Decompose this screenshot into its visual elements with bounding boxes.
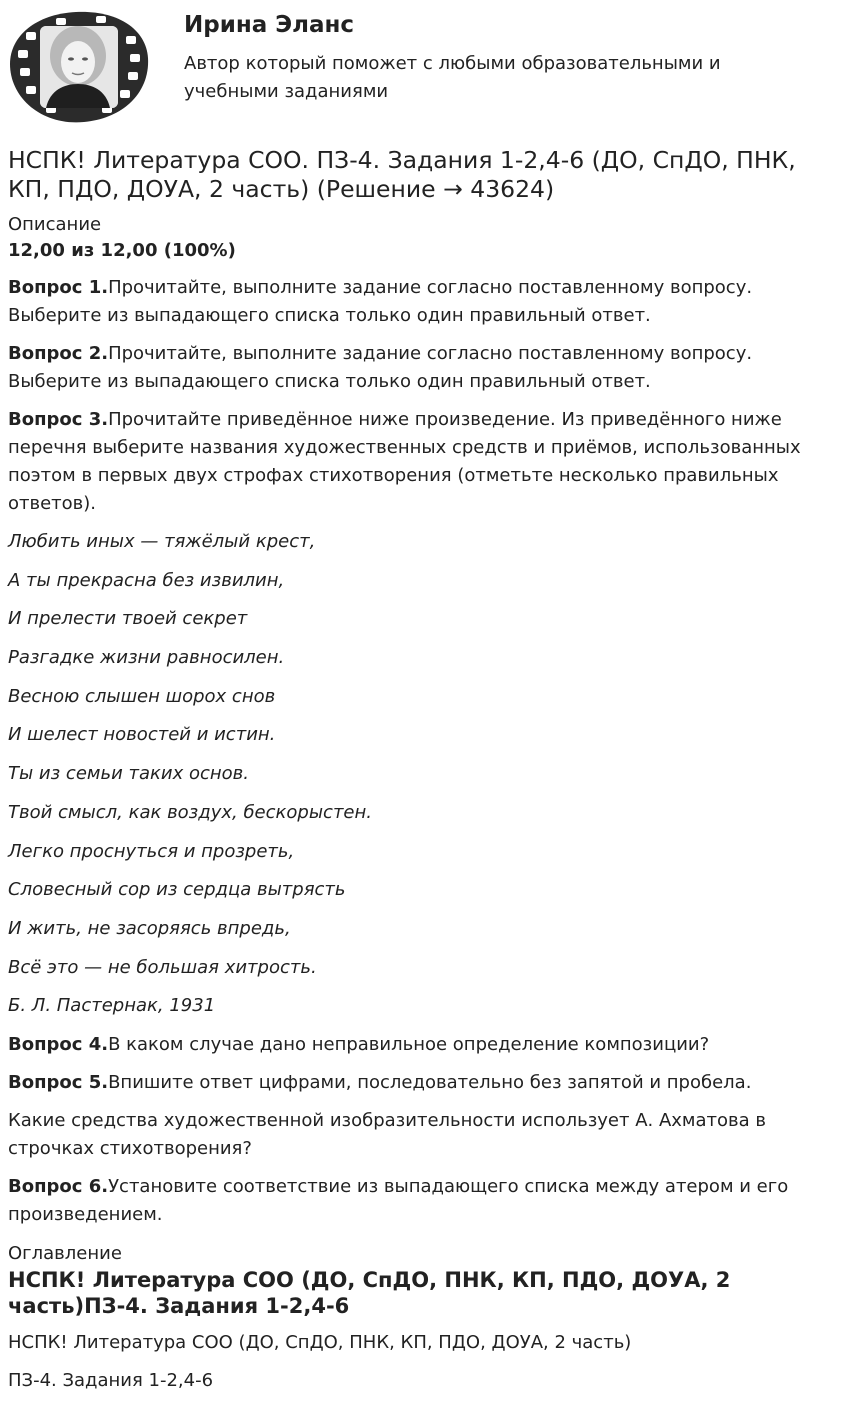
toc-title: НСПК! Литература СОО (ДО, СпДО, ПНК, КП, ПДО, ДОУА, 2 часть)ПЗ-4. Задания 1-2,4-6 bbox=[8, 1267, 731, 1318]
question-label: Вопрос 6. bbox=[8, 1175, 109, 1197]
poem-line: Любить иных — тяжёлый крест, bbox=[8, 531, 316, 552]
question-3 bbox=[8, 406, 840, 518]
toc-item: ПЗ-4. Задания 1-2,4-6 bbox=[8, 1369, 214, 1391]
question-text: Прочитайте, выполните задание согласно поставленному вопросу. Выберите из выпадающего списка только один правильный ответ. bbox=[8, 277, 753, 326]
poem-line: Разгадке жизни равносилен. bbox=[8, 647, 285, 669]
question-text: Установите соответствие из выпадающего списка между атером и его произведением. bbox=[8, 1175, 789, 1225]
document-title: НСПК! Литература СОО. ПЗ-4. Задания 1-2,4-6 (ДО, СпДО, ПНК, КП, ПДО, ДОУА, 2 часть) (Решение → 43624) bbox=[8, 146, 796, 203]
description-label: Описание bbox=[8, 214, 102, 235]
toc-item: НСПК! Литература СОО (ДО, СпДО, ПНК, КП, ПДО, ДОУА, 2 часть) bbox=[8, 1331, 632, 1353]
question-label: Вопрос 1. bbox=[8, 277, 109, 298]
question-text: Прочитайте приведённое ниже произведение. Из приведённого ниже перечня выберите названия художественных средств и приёмов, использованных поэтом в первых двух строфах стихотворения (отметьте несколько правильных ответов). bbox=[8, 409, 801, 514]
poem-line: Твой смысл, как воздух, бескорыстен. bbox=[8, 801, 372, 823]
question-label: Вопрос 2. bbox=[8, 343, 109, 364]
question-label: Вопрос 5. bbox=[8, 1071, 109, 1093]
film-strip-portrait-icon bbox=[6, 6, 152, 128]
author-header bbox=[0, 0, 847, 140]
poem-line: Ты из семьи таких основ. bbox=[8, 763, 249, 785]
question-5-extra: Какие средства художественной изобразительности использует А. Ахматова в строчках стихотворения? bbox=[8, 1109, 767, 1159]
question-2 bbox=[8, 340, 840, 396]
document-content bbox=[8, 146, 840, 1405]
poem-line: И прелести твоей секрет bbox=[8, 608, 248, 630]
poem-line: И шелест новостей и истин. bbox=[8, 724, 276, 746]
question-text: Прочитайте, выполните задание согласно поставленному вопросу. Выберите из выпадающего списка только один правильный ответ. bbox=[8, 343, 753, 392]
author-name[interactable]: Ирина Эланс bbox=[184, 12, 355, 38]
question-label: Вопрос 3. bbox=[8, 409, 109, 430]
question-6 bbox=[8, 1173, 840, 1229]
poem-line: А ты прекрасна без извилин, bbox=[8, 569, 285, 591]
score-text: 12,00 из 12,00 (100%) bbox=[8, 240, 236, 261]
question-text: Впишите ответ цифрами, последовательно без запятой и пробела. bbox=[108, 1071, 752, 1093]
poem-line: Весною слышен шорох снов bbox=[8, 685, 276, 707]
poem-line: Всё это — не большая хитрость. bbox=[8, 956, 317, 978]
question-text: В каком случае дано неправильное определение композиции? bbox=[108, 1033, 710, 1055]
toc-label: Оглавление bbox=[8, 1242, 122, 1264]
poem-line: Словесный сор из сердца вытрясть bbox=[8, 879, 346, 901]
question-5 bbox=[8, 1069, 840, 1097]
question-1 bbox=[8, 274, 840, 330]
poem-author: Б. Л. Пастернак, 1931 bbox=[8, 995, 216, 1017]
poem bbox=[8, 528, 840, 1020]
question-label: Вопрос 4. bbox=[8, 1033, 109, 1055]
poem-line: И жить, не засоряясь впредь, bbox=[8, 917, 291, 939]
question-4 bbox=[8, 1031, 840, 1059]
poem-line: Легко проснуться и прозреть, bbox=[8, 840, 295, 862]
author-description: Автор который поможет с любыми образовательными и учебными заданиями bbox=[184, 53, 721, 102]
